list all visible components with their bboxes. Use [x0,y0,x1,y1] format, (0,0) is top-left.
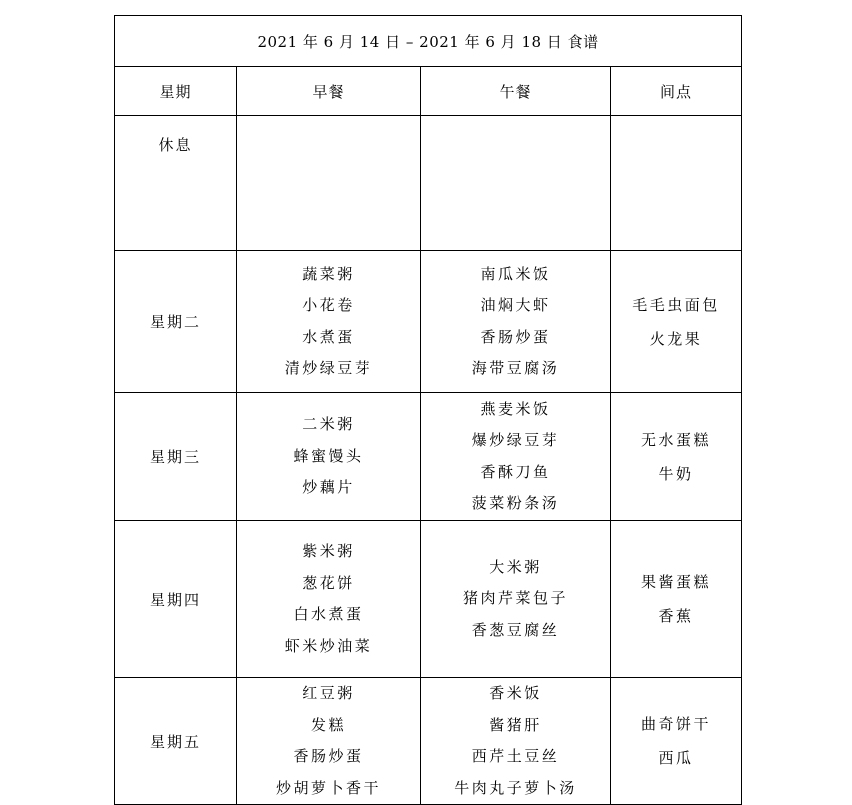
menu-title: 2021 年 6 月 14 日 – 2021 年 6 月 18 日 食谱 [115,16,742,67]
dish-list [237,409,420,504]
dish-item: 清炒绿豆芽 [284,359,373,377]
dish-item: 西瓜 [658,749,694,767]
dish-item: 炒胡萝卜香干 [275,778,381,797]
dish-item: 牛肉丸子萝卜汤 [454,778,577,797]
dish-item: 燕麦米饭 [480,399,551,418]
dish-list [611,565,741,633]
dish-item: 香米饭 [489,684,542,702]
snack-cell-wednesday [611,393,742,521]
dish-item: 香葱豆腐丝 [471,620,560,639]
day-cell-wednesday: 星期三 [115,393,237,521]
day-cell-thursday: 星期四 [115,521,237,678]
dish-item: 火龙果 [649,329,703,348]
dish-item: 水煮蛋 [302,327,355,346]
table-row-rest [115,116,742,251]
title-row [115,16,742,67]
dish-item: 菠菜粉条汤 [471,494,560,512]
dish-item: 毛毛虫面包 [632,295,720,314]
table-row-thursday [115,521,742,678]
snack-cell-tuesday [611,251,742,393]
dish-item: 香蕉 [658,607,694,625]
dish-item: 香酥刀鱼 [480,462,551,481]
day-cell-friday: 星期五 [115,678,237,805]
dish-item: 白水煮蛋 [293,605,364,623]
dish-item: 紫米粥 [302,542,355,560]
table-row-tuesday [115,251,742,393]
dish-item: 酱猪肝 [489,715,542,734]
table-row-wednesday [115,393,742,521]
breakfast-cell-rest [237,116,421,251]
dish-item: 爆炒绿豆芽 [471,431,560,449]
breakfast-cell-tuesday [237,251,421,393]
lunch-cell-rest [421,116,611,251]
dish-list [237,678,420,804]
dish-item: 蔬菜粥 [302,264,355,283]
snack-cell-friday [611,678,742,805]
dish-item: 西芹土豆丝 [471,747,560,765]
dish-item: 蜂蜜馒头 [293,446,364,465]
lunch-cell-wednesday [421,393,611,521]
dish-item: 南瓜米饭 [480,264,551,283]
table-row-friday [115,678,742,805]
dish-list [611,423,741,491]
header-snack: 间点 [611,67,742,116]
breakfast-cell-friday [237,678,421,805]
dish-item: 小花卷 [302,296,355,314]
snack-cell-rest [611,116,742,251]
dish-item: 二米粥 [302,415,355,434]
dish-item: 无水蛋糕 [641,430,712,449]
dish-list [237,536,420,662]
lunch-cell-friday [421,678,611,805]
snack-cell-thursday [611,521,742,678]
day-cell-tuesday: 星期二 [115,251,237,393]
dish-item: 海带豆腐汤 [471,359,560,377]
day-cell-rest: 休息 [115,116,237,251]
dish-list [421,259,610,385]
dish-item: 香肠炒蛋 [293,747,364,765]
dish-list [421,552,610,647]
dish-item: 发糕 [310,715,346,734]
dish-list [237,259,420,385]
header-breakfast: 早餐 [237,67,421,116]
dish-item: 红豆粥 [302,684,355,702]
dish-list [611,707,741,775]
lunch-cell-tuesday [421,251,611,393]
header-lunch: 午餐 [421,67,611,116]
dish-list [421,678,610,804]
dish-item: 油焖大虾 [480,296,551,314]
dish-list [611,288,741,356]
dish-item: 牛奶 [658,464,694,483]
dish-item: 香肠炒蛋 [480,327,551,346]
dish-item: 果酱蛋糕 [641,573,712,591]
dish-item: 曲奇饼干 [641,715,712,733]
dish-item: 大米粥 [489,557,542,576]
weekly-menu-table [114,15,742,805]
breakfast-cell-wednesday [237,393,421,521]
header-day: 星期 [115,67,237,116]
dish-item: 葱花饼 [302,573,355,592]
breakfast-cell-thursday [237,521,421,678]
dish-item: 虾米炒油菜 [284,636,373,655]
dish-item: 猪肉芹菜包子 [462,589,568,608]
header-row [115,67,742,116]
dish-item: 炒藕片 [302,478,355,497]
dish-list [421,394,610,520]
lunch-cell-thursday [421,521,611,678]
